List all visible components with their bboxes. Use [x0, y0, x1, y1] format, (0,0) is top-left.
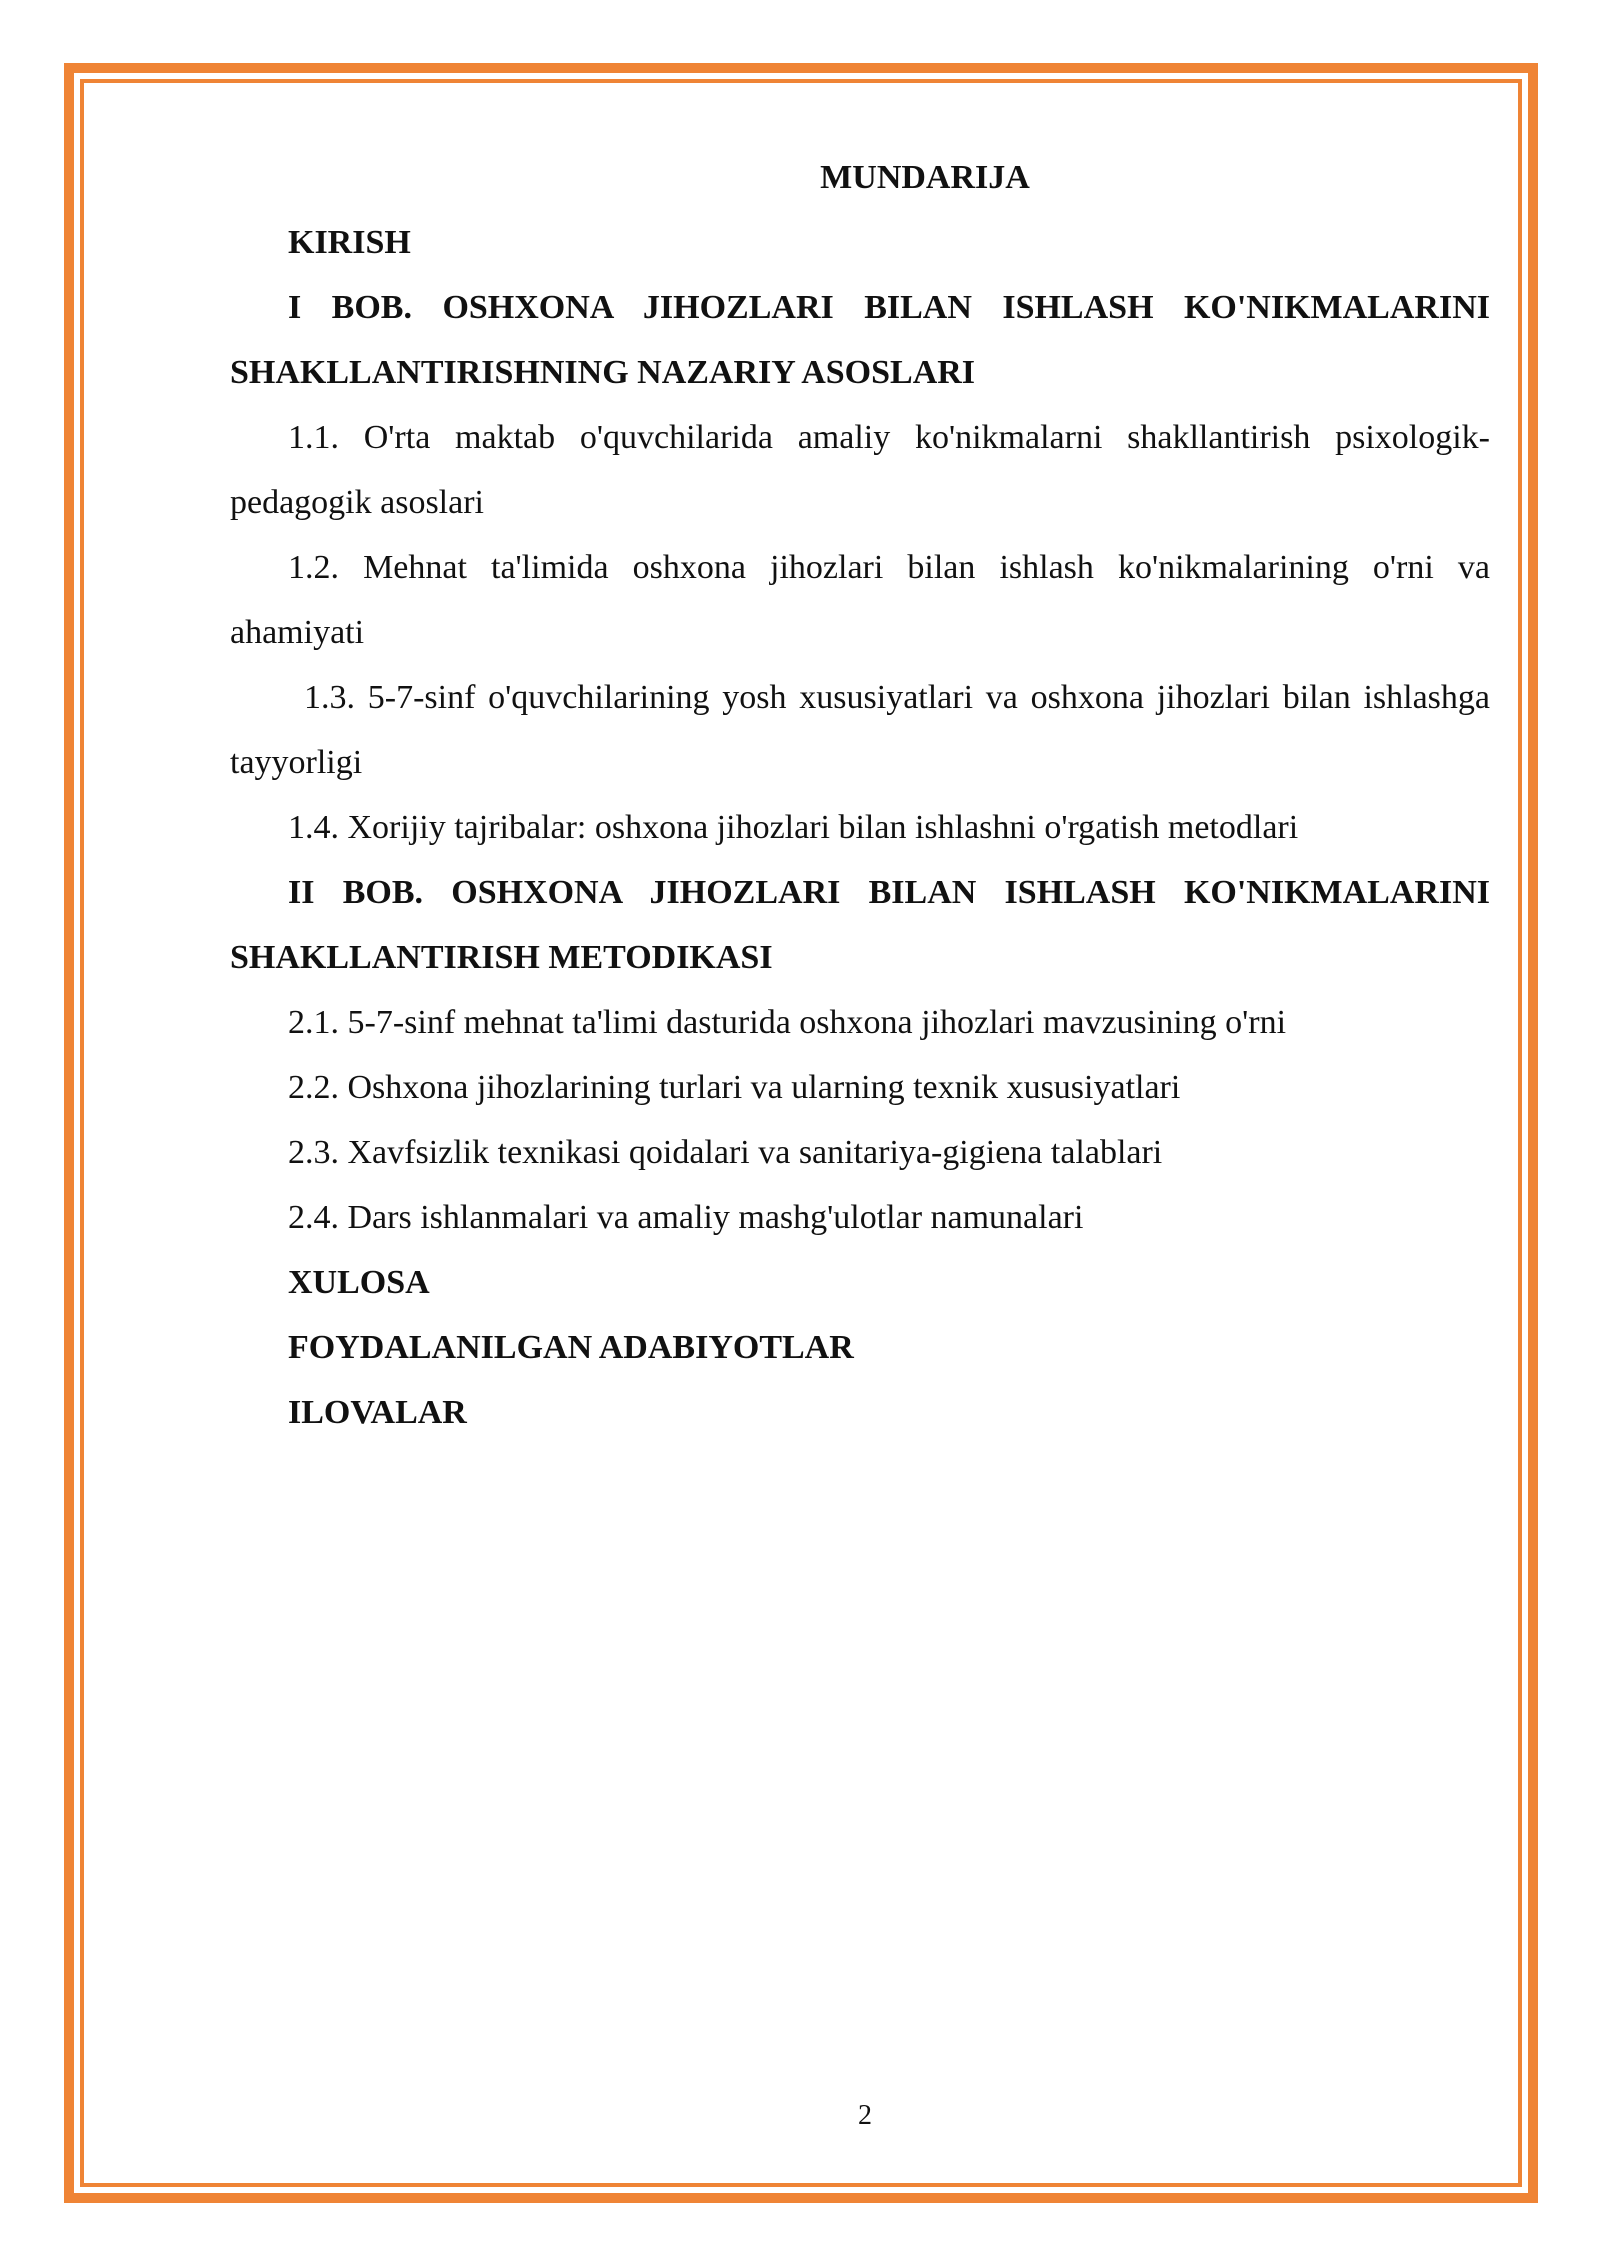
toc-entry-section-1-1: 1.1. O'rta maktab o'quvchilarida amaliy ko'nikmalarni shakllantirish psixologik-pedagogik asoslari	[230, 419, 1490, 521]
toc-entry-section-2-2: 2.2. Oshxona jihozlarining turlari va ularning texnik xususiyatlari	[288, 1069, 1181, 1106]
toc-entry-section-2-4: 2.4. Dars ishlanmalari va amaliy mashg'ulotlar namunalari	[288, 1199, 1084, 1236]
toc-entry-introduction: KIRISH	[288, 224, 411, 261]
toc-entry-section-2-3: 2.3. Xavfsizlik texnikasi qoidalari va sanitariya-gigiena talablari	[288, 1134, 1163, 1171]
page-number: 2	[858, 2100, 872, 2131]
toc-entry-section-1-3: 1.3. 5-7-sinf o'quvchilarining yosh xususiyatlari va oshxona jihozlari bilan ishlashga tayyorligi	[230, 679, 1490, 781]
toc-entry-references: FOYDALANILGAN ADABIYOTLAR	[288, 1329, 854, 1366]
toc-entry-chapter-1: I BOB. OSHXONA JIHOZLARI BILAN ISHLASH KO'NIKMALARINI SHAKLLANTIRISHNING NAZARIY ASOSLARI	[230, 289, 1490, 391]
toc-entry-chapter-2: II BOB. OSHXONA JIHOZLARI BILAN ISHLASH KO'NIKMALARINI SHAKLLANTIRISH METODIKASI	[230, 874, 1490, 976]
toc-entry-conclusion: XULOSA	[288, 1264, 430, 1301]
table-of-contents	[230, 145, 1490, 1445]
toc-title: MUNDARIJA	[820, 159, 1030, 196]
toc-entry-section-1-2: 1.2. Mehnat ta'limida oshxona jihozlari bilan ishlash ko'nikmalarining o'rni va ahamiyati	[230, 549, 1490, 651]
toc-entry-section-1-4: 1.4. Xorijiy tajribalar: oshxona jihozlari bilan ishlashni o'rgatish metodlari	[288, 809, 1299, 846]
toc-entry-section-2-1: 2.1. 5-7-sinf mehnat ta'limi dasturida oshxona jihozlari mavzusining o'rni	[288, 1004, 1287, 1041]
toc-entry-appendices: ILOVALAR	[288, 1394, 467, 1431]
